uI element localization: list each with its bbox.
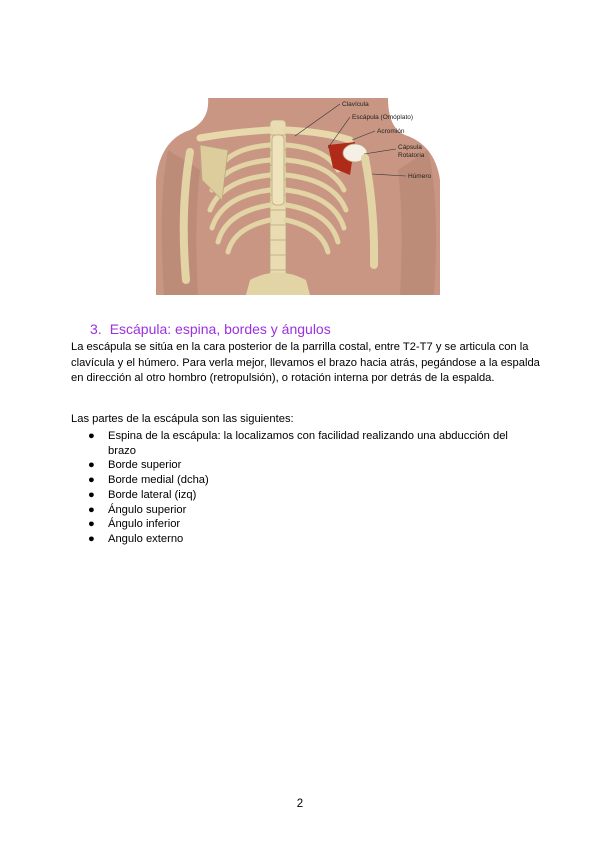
body-paragraph: La escápula se sitúa en la cara posterior de la parrilla costal, entre T2-T7 y se articula con la clavícula y el húmero. Para verla mejor, llevamos el brazo hacia atrás, pegándose a la espalda en dirección al otro hombro (retropulsión), o rotación interna por detrás de la espalda. — [71, 341, 540, 385]
bullet-icon: ● — [88, 503, 95, 516]
anatomy-figure — [150, 90, 450, 295]
sternum — [272, 135, 284, 205]
list-item — [88, 473, 528, 488]
list-item — [88, 517, 528, 532]
list-item — [88, 488, 528, 503]
section-title: Escápula: espina, bordes y ángulos — [109, 321, 331, 337]
list-item-text: Angulo externo — [108, 532, 184, 545]
bullet-icon: ● — [88, 488, 95, 501]
parts-list — [88, 429, 528, 547]
label-rotatoria: Rotatoria — [398, 152, 425, 159]
section-number: 3. — [90, 321, 102, 337]
list-item-text: Ángulo inferior — [108, 518, 181, 531]
page-number: 2 — [296, 798, 304, 810]
section-heading — [90, 321, 331, 337]
label-capsula: Cápsula — [398, 144, 422, 151]
list-item — [88, 503, 528, 518]
bullet-icon: ● — [88, 518, 95, 531]
bullet-icon: ● — [88, 430, 95, 442]
list-intro: Las partes de la escápula son las siguientes: — [71, 413, 294, 425]
label-clavicula: Clavícula — [342, 101, 369, 108]
label-humero: Húmero — [408, 173, 432, 180]
list-item — [88, 458, 528, 473]
list-item-text: Espina de la escápula: la localizamos con facilidad realizando una abducción del brazo — [108, 430, 508, 457]
label-escapula: Escápula (Omóplato) — [352, 114, 414, 121]
list-item-text: Borde lateral (izq) — [108, 488, 197, 501]
list-item — [88, 532, 528, 547]
list-item-text: Borde superior — [108, 459, 182, 472]
bullet-icon: ● — [88, 474, 95, 487]
bullet-icon: ● — [88, 459, 95, 472]
list-item — [88, 429, 528, 458]
list-item-text: Borde medial (dcha) — [108, 474, 209, 487]
skeleton-illustration — [150, 90, 450, 295]
bullet-icon: ● — [88, 532, 95, 545]
label-acromion: Acromión — [377, 128, 405, 135]
list-item-text: Ángulo superior — [108, 503, 187, 516]
right-arm — [398, 150, 436, 295]
